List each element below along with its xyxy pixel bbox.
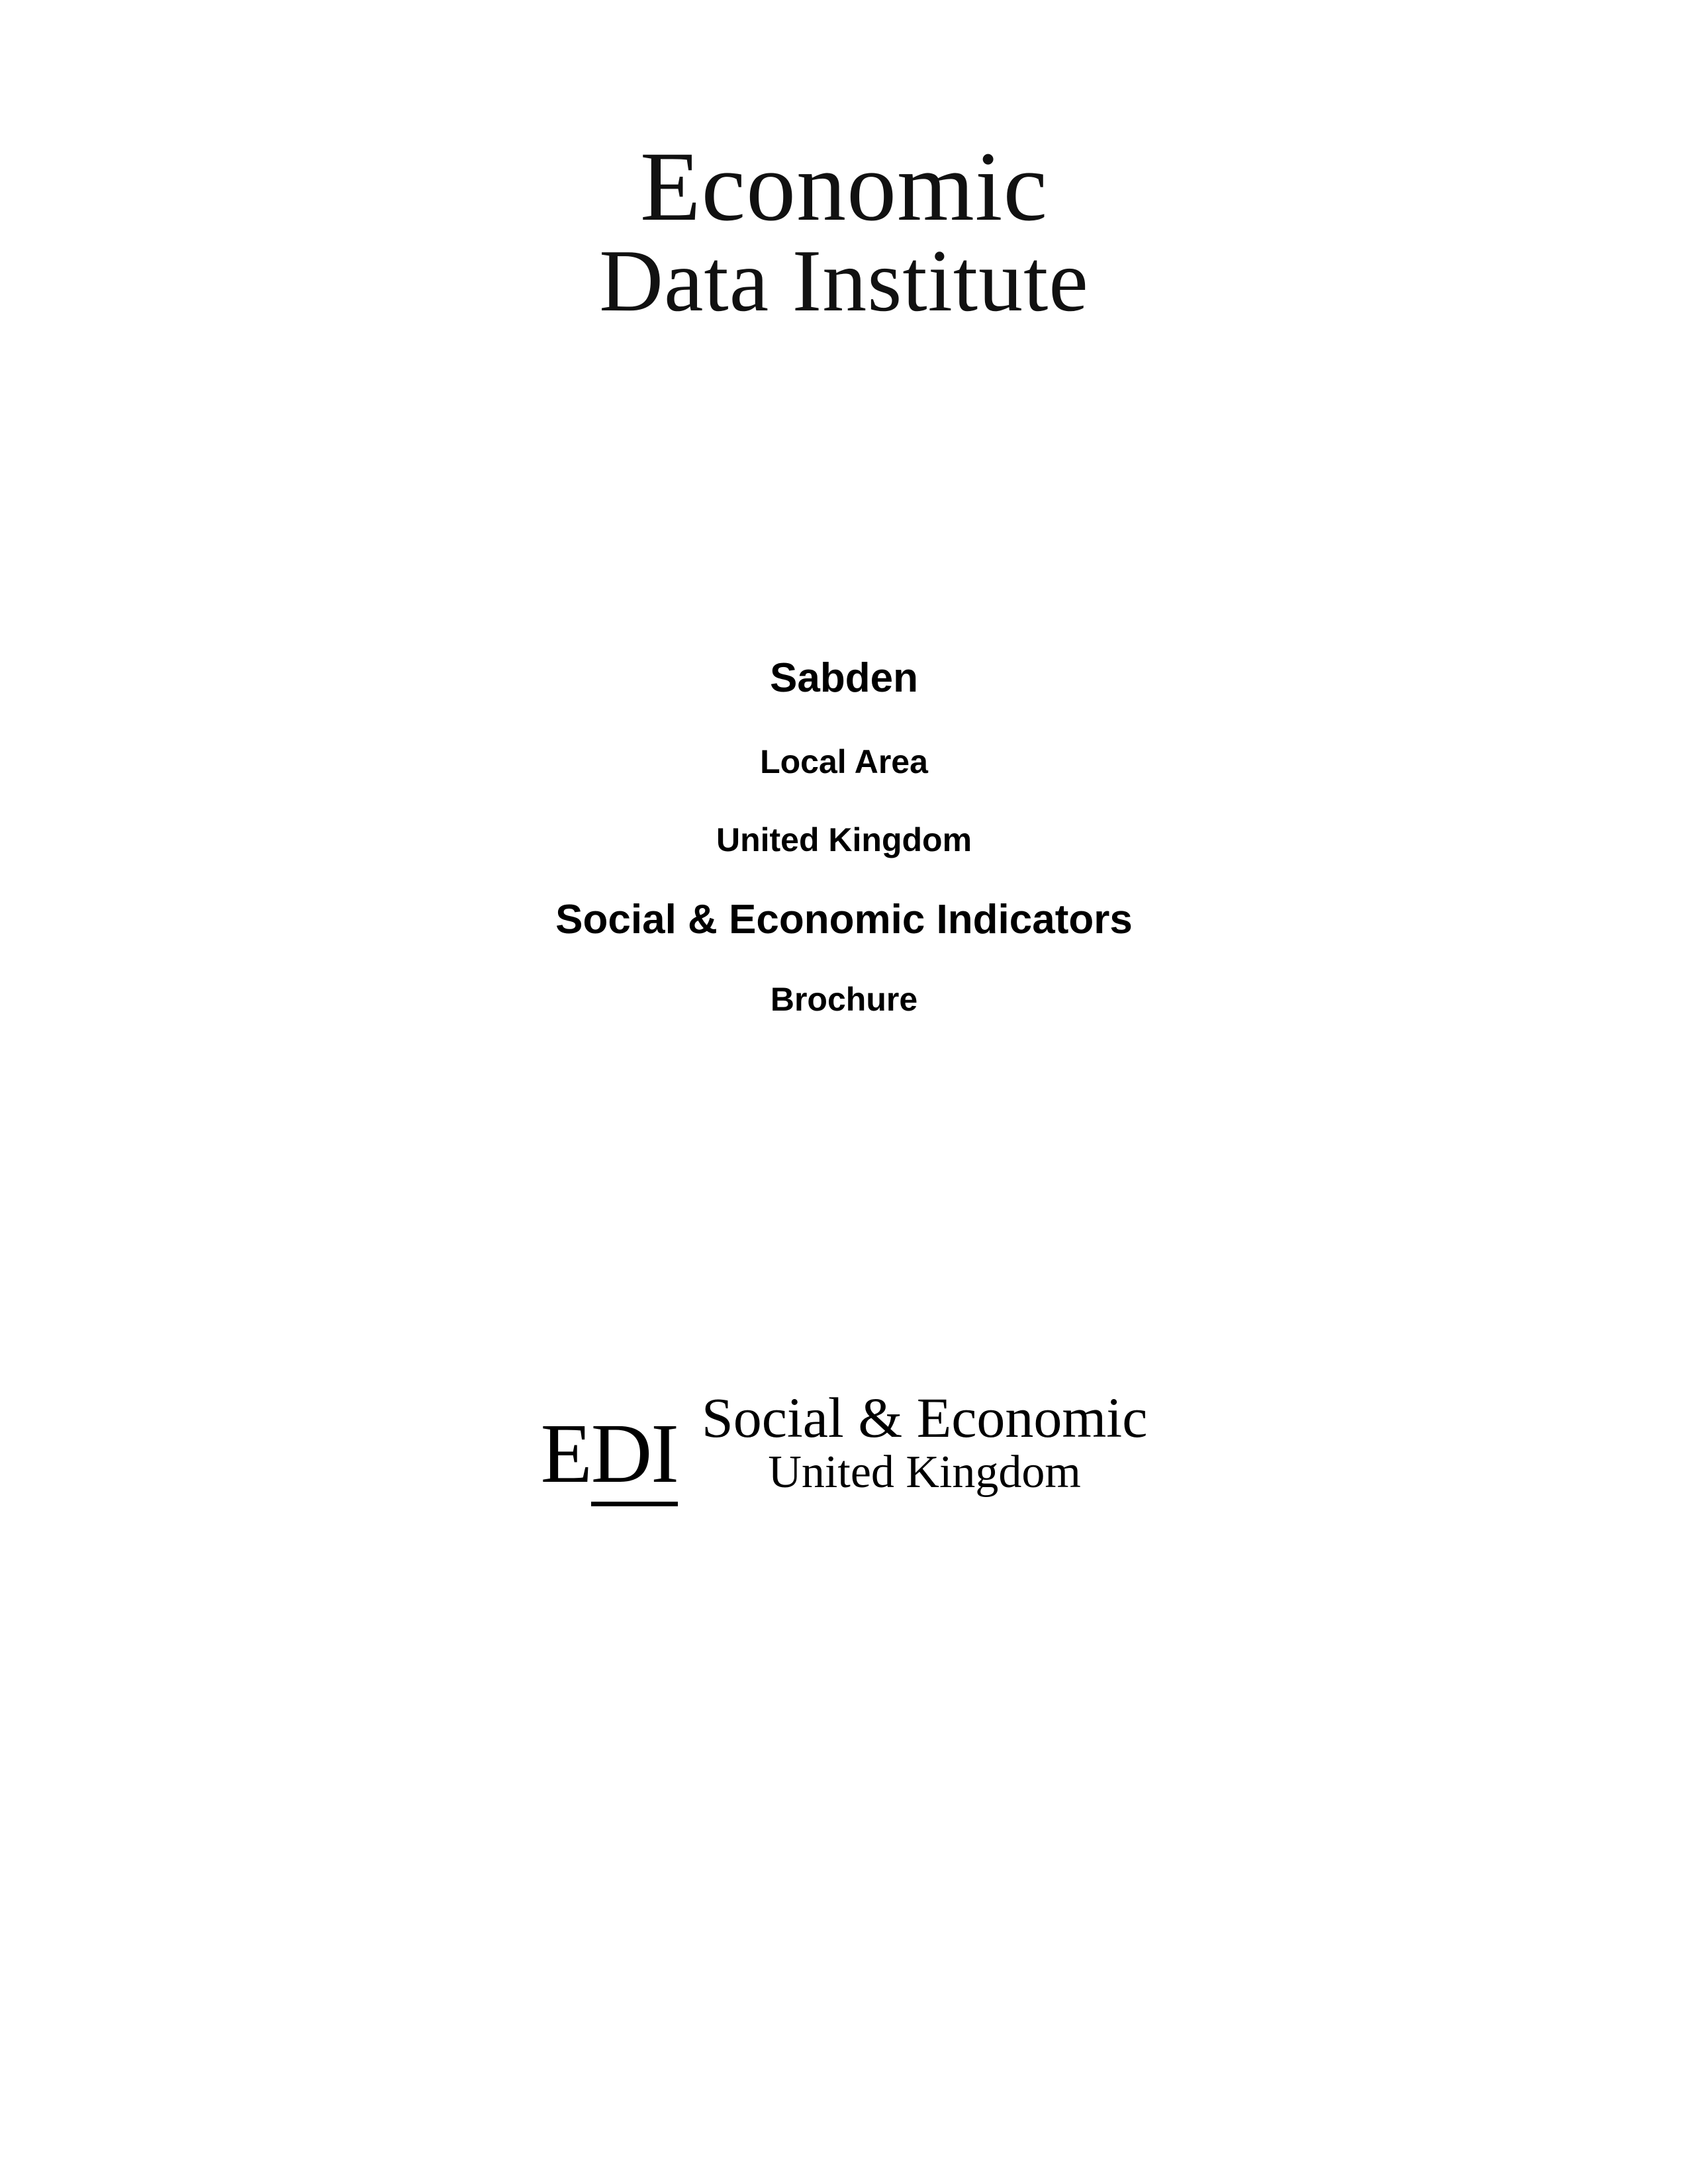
edi-footer-logo (540, 1385, 1148, 1502)
document-type-label: Brochure (770, 980, 918, 1018)
edi-footer-wordmark (701, 1385, 1148, 1502)
page-title: Sabden (770, 655, 918, 701)
publisher-logo-line-1: Economic (639, 132, 1049, 242)
area-type-label: Local Area (760, 743, 928, 780)
publisher-logo (599, 132, 1089, 330)
edi-footer-line-1: Social & Economic (701, 1385, 1148, 1449)
country-label: United Kingdom (716, 821, 972, 858)
edi-initial-i: I (651, 1406, 678, 1506)
edi-initial-e: E (540, 1406, 591, 1500)
publisher-logo-line-2: Data Institute (599, 232, 1089, 330)
edi-initial-d: D (591, 1406, 651, 1506)
cover-title-block (0, 655, 1688, 1019)
edi-footer-line-2: United Kingdom (768, 1447, 1081, 1498)
subject-label: Social & Economic Indicators (555, 896, 1133, 942)
edi-initials (540, 1406, 678, 1502)
